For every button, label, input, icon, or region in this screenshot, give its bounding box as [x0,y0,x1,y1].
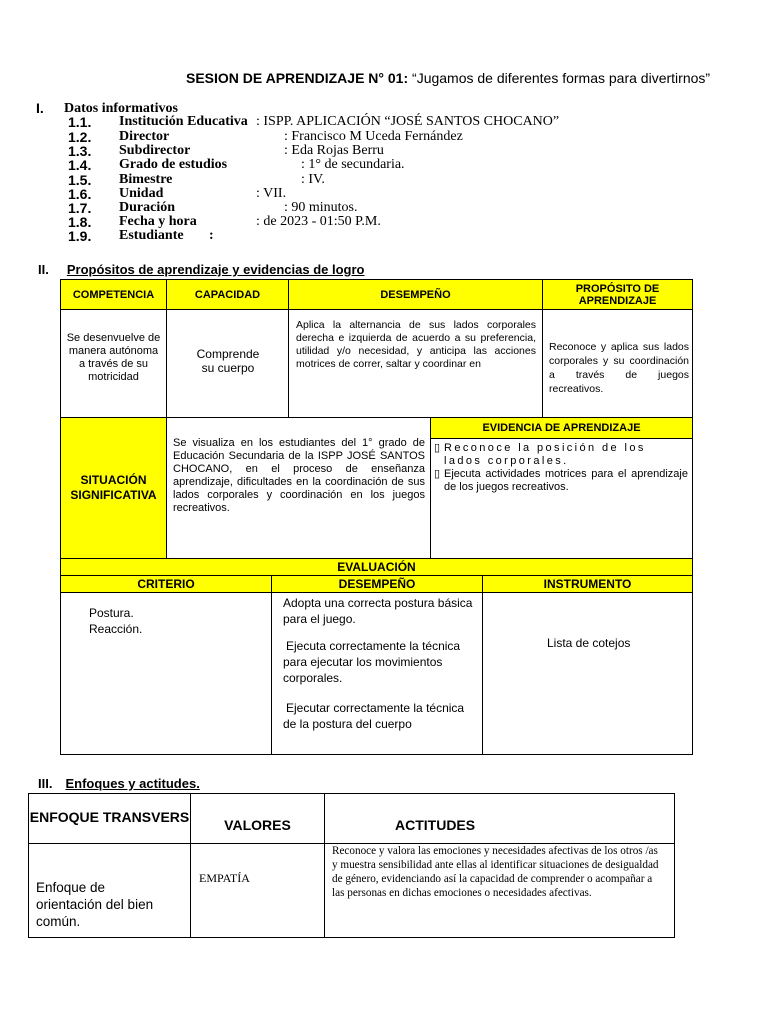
info-value: : Francisco M Uceda Fernández [284,129,463,144]
eval-desempeno-item: Ejecutar correctamente la técnica de la postura del cuerpo [283,701,465,731]
info-label: Grado de estudios [119,157,228,172]
info-label: Director [119,129,170,144]
criterio-item: Reacción. [89,622,143,636]
situacion-text: Se visualiza en los estudiantes del 1° grado de Educación Secundaria de la ISPP JOSÉ SANTOS CHOCANO, en el proceso de enseñanza aprendizaje, dificultades en la coordinación de sus lados corporales y coordinación en los juegos recreativos. [173,437,425,514]
bullet-icon: ▯ [434,442,441,454]
cell-capacidad [166,309,289,418]
section-3-title: Enfoques y actitudes. [65,776,200,791]
cell-situacion [166,417,431,559]
competencia-text: Se desenvuelve de manera autónoma a través de su motricidad [66,332,161,383]
info-value: : ISPP. APLICACIÓN “JOSÉ SANTOS CHOCANO” [256,114,560,129]
evidencia-item [434,442,688,468]
session-number: SESION DE APRENDIZAJE N° 01: [186,70,409,86]
cell-instrumento [482,592,693,755]
cell-criterios [60,592,272,755]
evidencia-text: Reconoce la posición de los lados corporales. [444,442,646,467]
cell-eval-desempenos [271,592,483,755]
info-value: : [209,228,214,243]
desempeno-text: Aplica la alternancia de sus lados corporales derecha e izquierda de acuerdo a su preferencia, utilidad y/o necesidad, y anticipa las acciones motrices de correr, saltar y coordinar en [296,319,536,370]
info-number: 1.5. [68,172,92,188]
section-1-number: I. [36,100,44,116]
header-valores-text: VALORES [224,817,291,833]
info-label: Subdirector [119,143,191,158]
situacion-label: SITUACIÓN SIGNIFICATIVA [60,417,167,559]
cell-enfoque [28,843,191,938]
info-value: : IV. [301,172,325,187]
evidencia-text: Ejecuta actividades motrices para el aprendizaje de los juegos recreativos. [444,468,688,493]
enfoque-text: Enfoque de orientación del bien común. [36,880,154,929]
header-criterio: CRITERIO [60,575,272,593]
header-competencia: COMPETENCIA [60,279,167,310]
page-title [186,70,710,86]
valor-text: EMPATÍA [199,871,250,885]
header-evidencia: EVIDENCIA DE APRENDIZAJE [430,417,693,439]
bullet-icon: ▯ [434,468,441,480]
info-number: 1.3. [68,143,92,159]
section-1-title: Datos informativos [64,101,178,116]
cell-valor [190,843,325,938]
info-label: Duración [119,200,175,215]
info-number: 1.6. [68,186,92,202]
section-2-number: II. [38,262,49,277]
evidencia-list [434,442,688,494]
info-value: : 1° de secundaria. [301,157,405,172]
section-2-heading [38,262,365,277]
cell-actitud [324,843,675,938]
cell-desempeno [288,309,543,418]
info-value: : 90 minutos. [284,200,358,215]
header-enfoque-text: ENFOQUE TRANSVERS [29,809,190,825]
section-3-heading [38,776,200,791]
info-number: 1.2. [68,129,92,145]
info-label: Estudiante [119,228,184,243]
evidencia-item [434,468,688,494]
info-label: Institución Educativa [119,114,248,129]
info-number: 1.7. [68,200,92,216]
header-proposito: PROPÓSITO DE APRENDIZAJE [542,279,693,310]
info-number: 1.4. [68,157,92,173]
proposito-text: Reconoce y aplica sus lados corporales y su coordinación a través de juegos recreativos. [549,341,689,395]
info-label: Bimestre [119,172,173,187]
eval-desempeno-item: Ejecuta correctamente la técnica para ejecutar los movimientos corporales. [283,639,461,685]
section-2-title: Propósitos de aprendizaje y evidencias de logro [66,262,365,277]
header-evaluacion: EVALUACIÓN [60,558,693,576]
header-eval-desempeno: DESEMPEÑO [271,575,483,593]
cell-competencia [60,309,167,418]
section-3-number: III. [38,776,53,791]
info-number: 1.9. [68,228,92,244]
cell-evidencia [430,438,693,559]
criterio-item: Postura. [89,606,134,620]
session-name: “Jugamos de diferentes formas para divertirnos” [408,70,711,86]
capacidad-text: Comprende su cuerpo [196,347,260,375]
header-desempeno: DESEMPEÑO [288,279,543,310]
info-value: : de 2023 - 01:50 P.M. [256,214,381,229]
header-capacidad: CAPACIDAD [166,279,289,310]
info-number: 1.1. [68,114,92,130]
header-instrumento: INSTRUMENTO [482,575,693,593]
header-valores [190,793,325,844]
header-actitudes-text: ACTITUDES [395,817,476,833]
info-label: Unidad [119,186,164,201]
info-value: : VII. [256,186,287,201]
info-number: 1.8. [68,214,92,230]
header-actitudes [324,793,675,844]
header-enfoque [28,793,191,844]
info-label: Fecha y hora [119,214,197,229]
eval-desempeno-item: Adopta una correcta postura básica para el juego. [283,596,473,626]
info-value: : Eda Rojas Berru [284,143,384,158]
actitud-text: Reconoce y valora las emociones y necesidades afectivas de los otros /as y muestra sensibilidad ante ellas al identificar situaciones de desigualdad de género, evidenciando así la capacidad de comprender o acompañar a las personas en dichas emociones o necesidades afectivas. [332,845,659,899]
cell-proposito [542,309,693,418]
instrumento-text: Lista de cotejos [547,636,631,650]
